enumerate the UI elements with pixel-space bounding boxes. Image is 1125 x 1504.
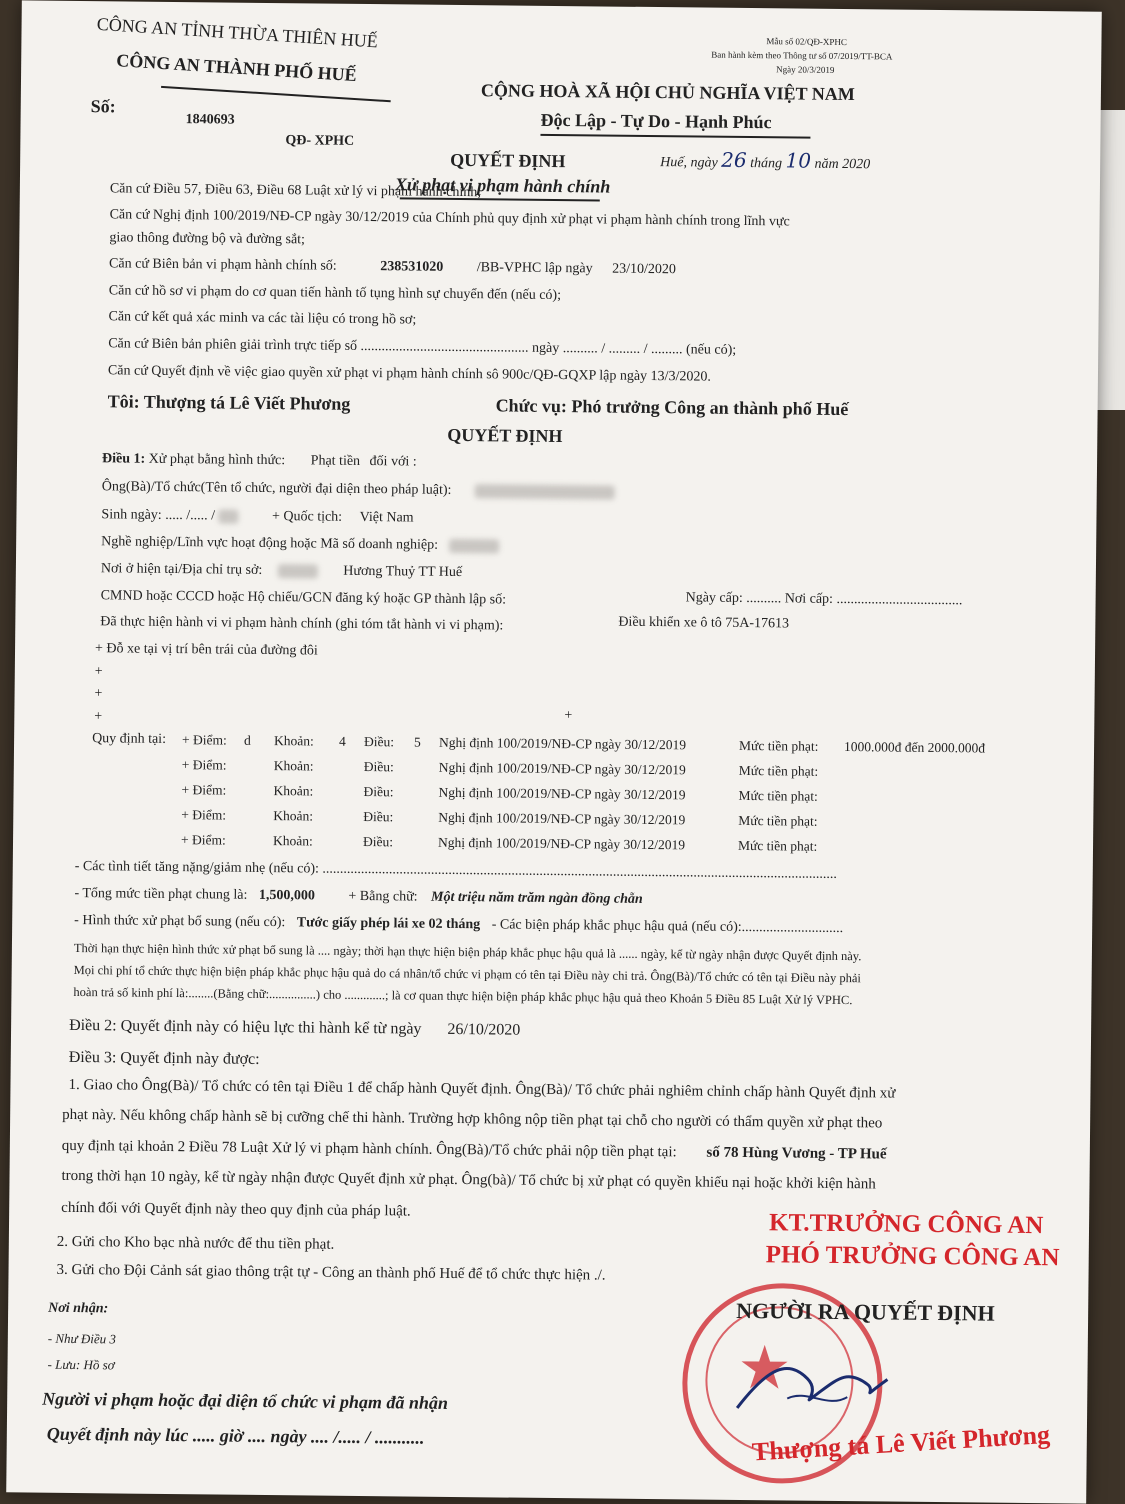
violation-item-2: + — [94, 664, 103, 680]
regulation-khoan-val: 4 — [339, 733, 346, 749]
seal-star-icon: ★ — [737, 1334, 792, 1402]
total-label: - Tổng mức tiền phạt chung là: — [74, 885, 248, 903]
regulation-decree: Nghị định 100/2019/NĐ-CP ngày 30/12/2019 — [438, 809, 686, 828]
dieu3-line-3-text: quy định tại khoản 2 Điều 78 Luật Xử lý vi phạm hành chính. Ông(Bà)/Tổ chức phải nộp tiền phạt tại: — [61, 1137, 677, 1161]
basis-6: Căn cứ Biên bản phiên giải trình trực tiếp số ................................................ ngày .......... / ......... / ......... (nếu có); — [108, 336, 737, 358]
redacted-dob — [218, 509, 238, 523]
regulation-dieu: Điều: — [363, 809, 394, 825]
note-2: Mọi chi phí tổ chức thực hiện biện pháp khắc phục hậu quả do cá nhân/tổ chức vi phạm có tên tại Điều này chi trả. Ông(Bà)/Tổ chức có tên tại Điều này phải — [73, 962, 862, 986]
regulation-dieu: Điều: — [363, 784, 394, 800]
job-label: Nghề nghiệp/Lĩnh vực hoạt động hoặc Mã số doanh nghiệp: — [101, 534, 439, 553]
motto-underline — [540, 134, 810, 139]
official-position: Chức vụ: Phó trưởng Công an thành phố Huế — [495, 395, 849, 420]
regulation-fine-label: Mức tiền phạt: — [737, 837, 818, 854]
address-line — [101, 561, 462, 582]
regulation-fine-label: Mức tiền phạt: — [738, 762, 819, 779]
nationality-label: + Quốc tịch: — [271, 509, 343, 525]
receipt-line-1: Người vi phạm hoặc đại diện tổ chức vi phạm đã nhận — [42, 1388, 449, 1413]
agency-name: CÔNG AN THÀNH PHỐ HUẾ — [115, 50, 358, 86]
official-name: Tôi: Thượng tá Lê Viết Phương — [107, 391, 351, 414]
signature-role: NGƯỜI RA QUYẾT ĐỊNH — [736, 1297, 995, 1326]
so-label: Số: — [90, 96, 116, 117]
dieu2-line — [69, 1016, 520, 1040]
date-prefix: Huế, ngày — [660, 155, 718, 171]
regulation-decree: Nghị định 100/2019/NĐ-CP ngày 30/12/2019 — [438, 759, 686, 778]
total-value: 1,500,000 — [258, 887, 316, 904]
violation-item-extra: + — [564, 708, 573, 724]
regulation-diem-val: d — [244, 732, 251, 748]
regulation-diem: + Điểm: — [180, 832, 226, 848]
against-label: đối với : — [369, 454, 417, 470]
extra-label: - Hình thức xử phạt bổ sung (nếu có): — [74, 912, 286, 931]
form-date: Ngày 20/3/2019 — [776, 64, 835, 75]
regulation-dieu: Điều: — [363, 759, 394, 775]
address-value: Hương Thuỷ TT Huế — [343, 563, 463, 581]
regulation-decree: Nghị định 100/2019/NĐ-CP ngày 30/12/2019 — [439, 734, 687, 753]
document-title: QUYẾT ĐỊNH — [450, 149, 566, 172]
note-3: hoàn trả số kinh phí là:........(Bằng chữ:...............) cho .............; là cơ quan thực hiện biện pháp khắc phục hậu quả theo Khoản 5 Điều 85 Luật Xử lý VPHC. — [73, 984, 853, 1008]
regulation-fine: 1000.000đ đến 2000.000đ — [843, 739, 986, 756]
payment-place: số 78 Hùng Vương - TP Huế — [706, 1144, 887, 1163]
regulation-decree: Nghị định 100/2019/NĐ-CP ngày 30/12/2019 — [437, 834, 686, 853]
basis-2: Căn cứ Nghị định 100/2019/NĐ-CP ngày 30/12/2019 của Chính phủ quy định xử phạt vi phạm hành chính trong lĩnh vực — [109, 207, 790, 230]
nationality-value: Việt Nam — [359, 509, 414, 526]
violation-label: Đã thực hiện hành vi vi phạm hành chính (ghi tóm tắt hành vi vi phạm): — [100, 614, 504, 634]
signature-title-2: PHÓ TRƯỞNG CÔNG AN — [765, 1241, 1060, 1272]
violation-item-3: + — [94, 686, 103, 702]
extra-penalty-line — [74, 913, 843, 938]
basis-4: Căn cứ hồ sơ vi phạm do cơ quan tiến hành tố tụng hình sự chuyển đến (nếu có); — [108, 283, 562, 304]
regulation-khoan: Khoản: — [274, 733, 314, 749]
dob-label: Sinh ngày: ..... /..... / — [101, 507, 216, 524]
regulation-diem: + Điểm: — [181, 757, 227, 773]
receipt-line-2: Quyết định này lúc ..... giờ .... ngày .... /..... / ........... — [46, 1423, 425, 1448]
record-suffix: /BB-VPHC lập ngày — [476, 260, 593, 277]
basis-2-cont: giao thông đường bộ và đường sắt; — [109, 230, 306, 248]
basis-3-label: Căn cứ Biên bản vi phạm hành chính số: — [109, 256, 337, 274]
decision-document — [6, 0, 1102, 1503]
basis-3 — [109, 256, 676, 279]
regulation-diem: + Điểm: — [181, 807, 227, 823]
regulation-fine-label: Mức tiền phạt: — [738, 787, 818, 804]
violation-item-4: + — [94, 709, 103, 725]
person-label: Ông(Bà)/Tổ chức(Tên tổ chức, người đại diện theo pháp luật): — [101, 479, 452, 498]
form-code: Mẫu số 02/QĐ-XPHC — [766, 36, 848, 48]
dieu3-title: Điều 3: Quyết định này được: — [68, 1048, 260, 1068]
regulation-khoan: Khoản: — [273, 758, 314, 774]
handwritten-signature — [727, 1338, 908, 1430]
dieu3-line-1: 1. Giao cho Ông(Bà)/ Tổ chức có tên tại Điều 1 để chấp hành Quyết định. Ông(Bà)/ Tổ chức phải nghiêm chỉnh chấp hành Quyết định xử — [68, 1076, 896, 1102]
id-issue: Ngày cấp: .......... Nơi cấp: .................................... — [685, 590, 963, 609]
regulation-khoan: Khoản: — [273, 783, 314, 799]
record-date: 23/10/2020 — [612, 261, 676, 278]
recipient-2: - Lưu: Hồ sơ — [47, 1356, 115, 1373]
id-label: CMND hoặc CCCD hoặc Hộ chiếu/GCN đăng ký hoặc GP thành lập số: — [100, 588, 507, 608]
extra-value: Tước giấy phép lái xe 02 tháng — [296, 915, 481, 933]
regulation-dieu: Điều: — [362, 834, 394, 850]
issue-date — [660, 147, 870, 174]
dieu2-text: Điều 2: Quyết định này có hiệu lực thi hành kể từ ngày — [69, 1016, 422, 1038]
redacted-name — [475, 484, 615, 499]
circumstances: - Các tình tiết tăng nặng/giảm nhẹ (nếu có): ................................................................................................................................................... — [74, 858, 837, 882]
regulation-decree: Nghị định 100/2019/NĐ-CP ngày 30/12/2019 — [438, 784, 686, 803]
dieu2-date: 26/10/2020 — [447, 1020, 521, 1039]
dieu3-line-4: trong thời hạn 10 ngày, kể từ ngày nhận được Quyết định xử phạt. Ông(bà)/ Tổ chức bị xử phạt có quyền khiếu nại hoặc khởi kiện hành — [61, 1167, 876, 1193]
record-number: 238531020 — [380, 259, 444, 275]
signature-title-1: KT.TRƯỞNG CÔNG AN — [768, 1209, 1044, 1240]
penalty-form: Phạt tiền — [310, 453, 361, 469]
dieu3-line-6: 2. Gửi cho Kho bạc nhà nước để thu tiền phạt. — [56, 1233, 335, 1253]
violation-vehicle: Điều khiển xe ô tô 75A-17613 — [618, 614, 790, 632]
recipients-title: Nơi nhận: — [48, 1300, 109, 1317]
remedy: - Các biện pháp khắc phục hậu quả (nếu có):............................. — [491, 917, 844, 937]
dieu3-line-2: phạt này. Nếu không chấp hành sẽ bị cưỡng chế thi hành. Trường hợp không nộp tiền phạt tại chỗ cho người có thẩm quyền xử phạt theo — [62, 1106, 883, 1132]
regulation-dieu-val: 5 — [414, 734, 421, 750]
regulation-fine-label: Mức tiền phạt: — [738, 812, 818, 829]
regulation-khoan: Khoản: — [273, 808, 314, 824]
form-circular: Ban hành kèm theo Thông tư số 07/2019/TT-BCA — [711, 49, 893, 62]
date-day: 26 — [721, 147, 747, 172]
regulation-dieu: Điều: — [364, 734, 395, 750]
address-label: Nơi ở hiện tại/Địa chỉ trụ sở: — [100, 561, 263, 578]
dieu3-line-3 — [62, 1137, 887, 1164]
words-value: Một triệu năm trăm ngàn đồng chẵn — [431, 889, 643, 907]
dob-line — [101, 507, 413, 527]
words-label: + Bằng chữ: — [348, 888, 418, 905]
dieu1-line — [102, 451, 417, 471]
regulation-label: Quy định tại: — [92, 731, 167, 747]
regulation-diem: + Điểm: — [181, 782, 227, 798]
date-year: năm 2020 — [814, 156, 871, 173]
decision-number: 1840693 — [185, 112, 235, 128]
agency-parent: CÔNG AN TỈNH THỪA THIÊN HUẾ — [96, 13, 379, 52]
dieu1-label: Điều 1: — [101, 451, 146, 467]
basis-5: Căn cứ kết quả xác minh va các tài liệu có trong hồ sơ; — [108, 309, 417, 328]
decision-number-suffix: QĐ- XPHC — [285, 133, 355, 149]
regulation-diem: + Điểm: — [182, 732, 227, 748]
regulation-khoan: Khoản: — [272, 833, 313, 849]
basis-7: Căn cứ Quyết định về việc giao quyền xử phạt vi phạm hành chính sô 900c/QĐ-GQXP lập ngày 13/3/2020. — [107, 363, 711, 385]
redacted-job — [450, 539, 500, 554]
country-name: CỘNG HOÀ XÃ HỘI CHỦ NGHĨA VIỆT NAM — [480, 80, 855, 105]
dieu3-line-5: chính đối với Quyết định này theo quy định của pháp luật. — [61, 1199, 411, 1220]
regulation-fine-label: Mức tiền phạt: — [739, 737, 819, 754]
person-line — [102, 479, 615, 501]
date-month-label: tháng — [750, 156, 783, 172]
agency-underline — [161, 86, 391, 102]
note-1: Thời hạn thực hiện hình thức xử phạt bổ sung là .... ngày; thời hạn thực hiện biện pháp khắc phục hậu quả là ...... ngày, kể từ ngày nhận được Quyết định này. — [73, 940, 862, 964]
basis-1: Căn cứ Điều 57, Điều 63, Điều 68 Luật xử lý vi phạm hành chính; — [109, 181, 482, 201]
date-month: 10 — [785, 148, 812, 173]
motto: Độc Lập - Tự Do - Hạnh Phúc — [540, 109, 772, 133]
signer-name: Thượng tá Lê Viết Phương — [751, 1419, 1051, 1467]
document-subtitle: Xử phạt vi phạm hành chính — [394, 174, 611, 197]
recipient-1: - Như Điều 3 — [47, 1330, 117, 1347]
total-line — [74, 886, 642, 909]
decide-heading: QUYẾT ĐỊNH — [447, 424, 563, 447]
dieu1-text: Xử phạt bằng hình thức: — [148, 451, 286, 469]
job-line — [101, 534, 500, 555]
dieu3-line-7: 3. Gửi cho Đội Cảnh sát giao thông trật tự - Công an thành phố Huế để tổ chức thực hiện ./. — [56, 1261, 606, 1284]
violation-item-1: + Đỗ xe tại vị trí bên trái của đường đôi — [94, 641, 318, 659]
redacted-address — [278, 564, 318, 578]
